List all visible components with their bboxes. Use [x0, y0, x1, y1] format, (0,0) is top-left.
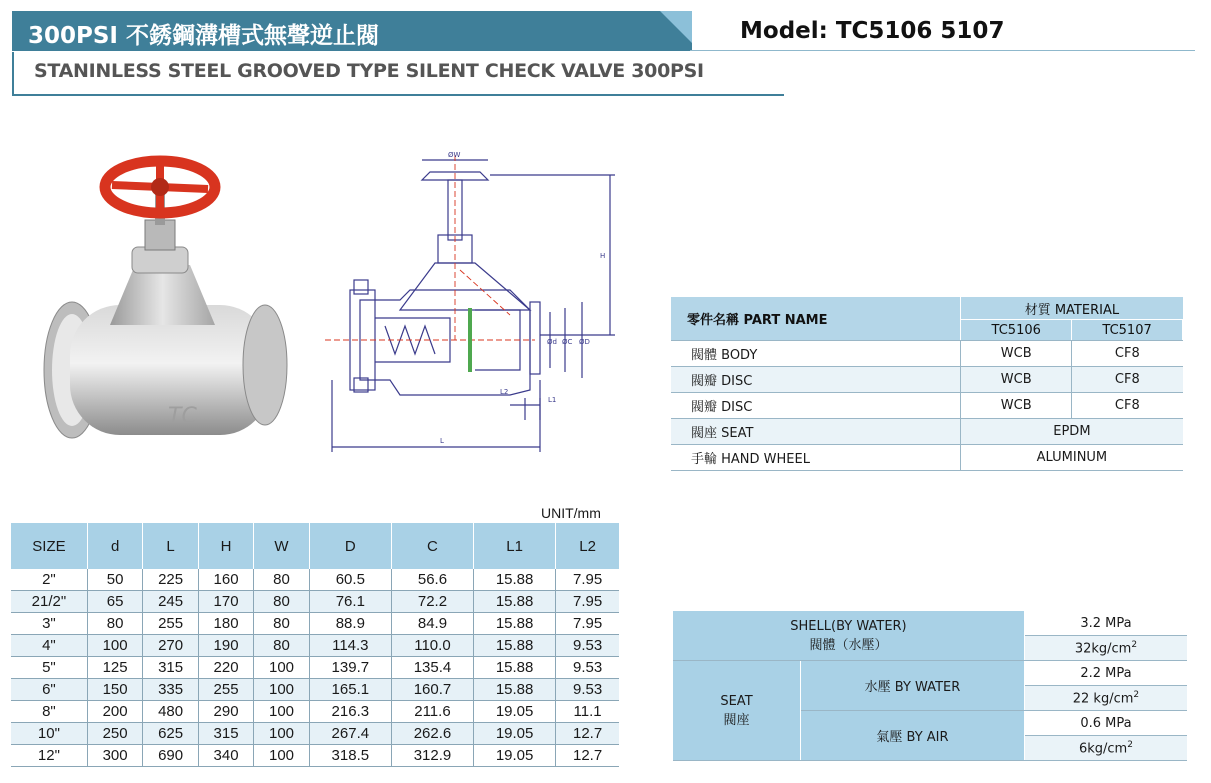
table-row — [11, 569, 619, 591]
table-cell: 10" — [11, 723, 87, 745]
table-cell: 7.95 — [556, 569, 619, 591]
table-cell: 12.7 — [556, 723, 619, 745]
table-cell: 100 — [254, 657, 309, 679]
material-tc5107: CF8 — [1072, 393, 1183, 419]
shell-label — [673, 611, 1024, 661]
material-tc5107: CF8 — [1072, 341, 1183, 367]
pressure-table — [673, 611, 1187, 761]
column-header: L2 — [556, 523, 619, 569]
table-cell: 80 — [254, 613, 309, 635]
air-label: 氣壓 BY AIR — [801, 711, 1025, 761]
table-cell: 300 — [87, 745, 142, 767]
section-drawing — [310, 150, 640, 460]
material-table — [671, 297, 1183, 471]
table-cell: 84.9 — [391, 613, 473, 635]
air-kg: $6kg/cm^2$ — [1024, 736, 1187, 761]
table-cell: 3" — [11, 613, 87, 635]
table-row — [11, 613, 619, 635]
label-d: Ød — [547, 338, 557, 346]
model-number: Model: TC5106 5107 — [740, 18, 1005, 44]
table-cell: 110.0 — [391, 635, 473, 657]
table-cell: 65 — [87, 591, 142, 613]
column-header: H — [198, 523, 253, 569]
table-cell: 9.53 — [556, 679, 619, 701]
column-header: SIZE — [11, 523, 87, 569]
table-cell: 315 — [143, 657, 198, 679]
table-cell: 9.53 — [556, 635, 619, 657]
table-cell: 21/2" — [11, 591, 87, 613]
material-tc5106: WCB — [961, 341, 1072, 367]
table-cell: 100 — [254, 679, 309, 701]
table-row — [11, 723, 619, 745]
table-cell: 225 — [143, 569, 198, 591]
table-cell: 15.88 — [474, 657, 556, 679]
table-cell: 100 — [254, 745, 309, 767]
table-cell: 19.05 — [474, 745, 556, 767]
table-cell: 5" — [11, 657, 87, 679]
valve-photo — [40, 155, 290, 445]
part-name: 手輪 HAND WHEEL — [671, 445, 961, 471]
page-subtitle: STANINLESS STEEL GROOVED TYPE SILENT CHECK VALVE 300PSI — [34, 60, 704, 82]
table-cell: 211.6 — [391, 701, 473, 723]
table-cell: 340 — [198, 745, 253, 767]
material-both: EPDM — [961, 419, 1183, 445]
material-tc5106: WCB — [961, 393, 1072, 419]
table-row — [11, 635, 619, 657]
table-cell: 200 — [87, 701, 142, 723]
part-name: 閥瓣 DISC — [671, 367, 961, 393]
table-cell: 335 — [143, 679, 198, 701]
table-cell: 100 — [87, 635, 142, 657]
table-cell: 12" — [11, 745, 87, 767]
label-w: ØW — [448, 151, 461, 159]
table-cell: 4" — [11, 635, 87, 657]
shell-mpa: 3.2 MPa — [1024, 611, 1187, 636]
table-cell: 80 — [254, 569, 309, 591]
column-header: D — [309, 523, 391, 569]
table-cell: 625 — [143, 723, 198, 745]
table-cell: 56.6 — [391, 569, 473, 591]
water-kg: 22 $kg/cm^2$ — [1024, 686, 1187, 711]
table-cell: 255 — [198, 679, 253, 701]
table-row — [11, 701, 619, 723]
label-l: L — [440, 437, 444, 445]
part-name: 閥座 SEAT — [671, 419, 961, 445]
column-header: W — [254, 523, 309, 569]
table-cell: 315 — [198, 723, 253, 745]
table-cell: 190 — [198, 635, 253, 657]
table-cell: 262.6 — [391, 723, 473, 745]
table-cell: 245 — [143, 591, 198, 613]
table-cell: 312.9 — [391, 745, 473, 767]
label-l2: L2 — [500, 388, 509, 396]
table-cell: 267.4 — [309, 723, 391, 745]
column-header: d — [87, 523, 142, 569]
dimension-header-row — [11, 523, 619, 569]
table-cell: 318.5 — [309, 745, 391, 767]
table-cell: 72.2 — [391, 591, 473, 613]
table-cell: 76.1 — [309, 591, 391, 613]
table-cell: 15.88 — [474, 591, 556, 613]
material-tc5107: CF8 — [1072, 367, 1183, 393]
table-cell: 690 — [143, 745, 198, 767]
table-cell: 125 — [87, 657, 142, 679]
table-cell: 160 — [198, 569, 253, 591]
seat-label-en: SEAT — [720, 693, 753, 709]
table-cell: 19.05 — [474, 723, 556, 745]
material-both: ALUMINUM — [961, 445, 1183, 471]
table-cell: 80 — [254, 591, 309, 613]
table-cell: 12.7 — [556, 745, 619, 767]
table-cell: 150 — [87, 679, 142, 701]
table-cell: 170 — [198, 591, 253, 613]
part-name: 閥瓣 DISC — [671, 393, 961, 419]
table-row — [671, 367, 1183, 393]
material-header: 材質 MATERIAL — [961, 297, 1183, 320]
table-cell: 270 — [143, 635, 198, 657]
table-cell: 480 — [143, 701, 198, 723]
unit-label: UNIT/mm — [541, 505, 601, 521]
subtitle-box — [12, 52, 784, 96]
table-cell: 290 — [198, 701, 253, 723]
label-c: ØC — [562, 338, 573, 346]
table-cell: 100 — [254, 701, 309, 723]
table-row — [11, 657, 619, 679]
table-cell: 135.4 — [391, 657, 473, 679]
table-cell: 220 — [198, 657, 253, 679]
air-mpa: 0.6 MPa — [1024, 711, 1187, 736]
table-cell: 6" — [11, 679, 87, 701]
column-header: L — [143, 523, 198, 569]
table-cell: 139.7 — [309, 657, 391, 679]
table-cell: 50 — [87, 569, 142, 591]
table-cell: 255 — [143, 613, 198, 635]
water-label: 水壓 BY WATER — [801, 661, 1025, 711]
column-header: C — [391, 523, 473, 569]
table-row — [11, 591, 619, 613]
table-cell: 7.95 — [556, 591, 619, 613]
table-row — [11, 745, 619, 767]
material-tc5106: WCB — [961, 367, 1072, 393]
table-cell: 165.1 — [309, 679, 391, 701]
table-cell: 15.88 — [474, 569, 556, 591]
table-cell: 15.88 — [474, 679, 556, 701]
table-cell: 216.3 — [309, 701, 391, 723]
table-cell: 2" — [11, 569, 87, 591]
water-mpa: 2.2 MPa — [1024, 661, 1187, 686]
label-l1: L1 — [548, 396, 557, 404]
table-cell: 8" — [11, 701, 87, 723]
seat-label — [673, 661, 801, 761]
page-title: 300PSI 不銹鋼溝槽式無聲逆止閥 — [28, 23, 379, 49]
table-cell: 80 — [87, 613, 142, 635]
label-D: ØD — [579, 338, 590, 346]
table-cell: 180 — [198, 613, 253, 635]
table-cell: 250 — [87, 723, 142, 745]
dimension-table — [11, 523, 619, 767]
model-header-tc5106: TC5106 — [961, 320, 1072, 341]
table-cell: 88.9 — [309, 613, 391, 635]
table-row — [671, 445, 1183, 471]
label-h: H — [600, 252, 606, 260]
table-cell: 160.7 — [391, 679, 473, 701]
part-name: 閥體 BODY — [671, 341, 961, 367]
table-cell: 15.88 — [474, 613, 556, 635]
seat-label-zh: 閥座 — [723, 712, 750, 728]
part-name-header: 零件名稱 PART NAME — [671, 297, 961, 341]
table-row — [671, 419, 1183, 445]
table-cell: 7.95 — [556, 613, 619, 635]
model-underline — [690, 50, 1195, 51]
shell-label-zh: 閥體（水壓） — [809, 637, 888, 653]
shell-kg: $32kg/cm^2$ — [1024, 636, 1187, 661]
title-bar — [12, 11, 692, 51]
column-header: L1 — [474, 523, 556, 569]
shell-label-en: SHELL(BY WATER) — [790, 618, 907, 634]
table-row — [671, 341, 1183, 367]
table-cell: 100 — [254, 723, 309, 745]
table-cell: 80 — [254, 635, 309, 657]
table-cell: 114.3 — [309, 635, 391, 657]
table-cell: 15.88 — [474, 635, 556, 657]
table-cell: 9.53 — [556, 657, 619, 679]
table-row — [11, 679, 619, 701]
table-row — [671, 393, 1183, 419]
table-cell: 60.5 — [309, 569, 391, 591]
table-cell: 19.05 — [474, 701, 556, 723]
logo-mark: TC — [168, 404, 197, 429]
table-cell: 11.1 — [556, 701, 619, 723]
model-header-tc5107: TC5107 — [1072, 320, 1183, 341]
